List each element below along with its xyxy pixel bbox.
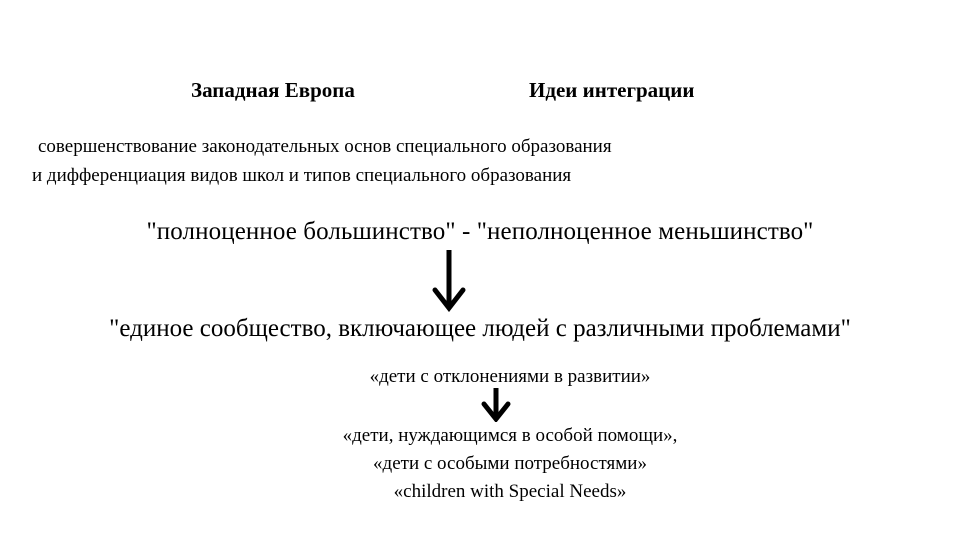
description-paragraph	[32, 132, 612, 190]
heading-western-europe: Западная Европа	[191, 78, 355, 102]
list-item: «children with Special Needs»	[393, 481, 627, 502]
list-item: «дети с особыми потребностями»	[373, 453, 647, 474]
heading-integration-ideas: Идеи интеграции	[529, 78, 695, 102]
description-line-1: совершенствование законодательных основ специального образования	[38, 136, 612, 157]
list-item: «дети, нуждающимся в особой помощи»,	[342, 425, 678, 446]
unified-community-statement: "единое сообщество, включающее людей с различными проблемами"	[109, 315, 851, 342]
down-arrow-icon	[481, 388, 511, 422]
majority-minority-statement: "полноценное большинство" - "неполноценное меньшинство"	[146, 218, 814, 245]
description-line-2: и дифференциация видов школ и типов специального образования	[32, 165, 572, 186]
down-arrow-icon	[432, 250, 466, 312]
term-developmental-deviations: «дети с отклонениями в развитии»	[369, 366, 651, 387]
new-terms-list	[0, 422, 960, 506]
